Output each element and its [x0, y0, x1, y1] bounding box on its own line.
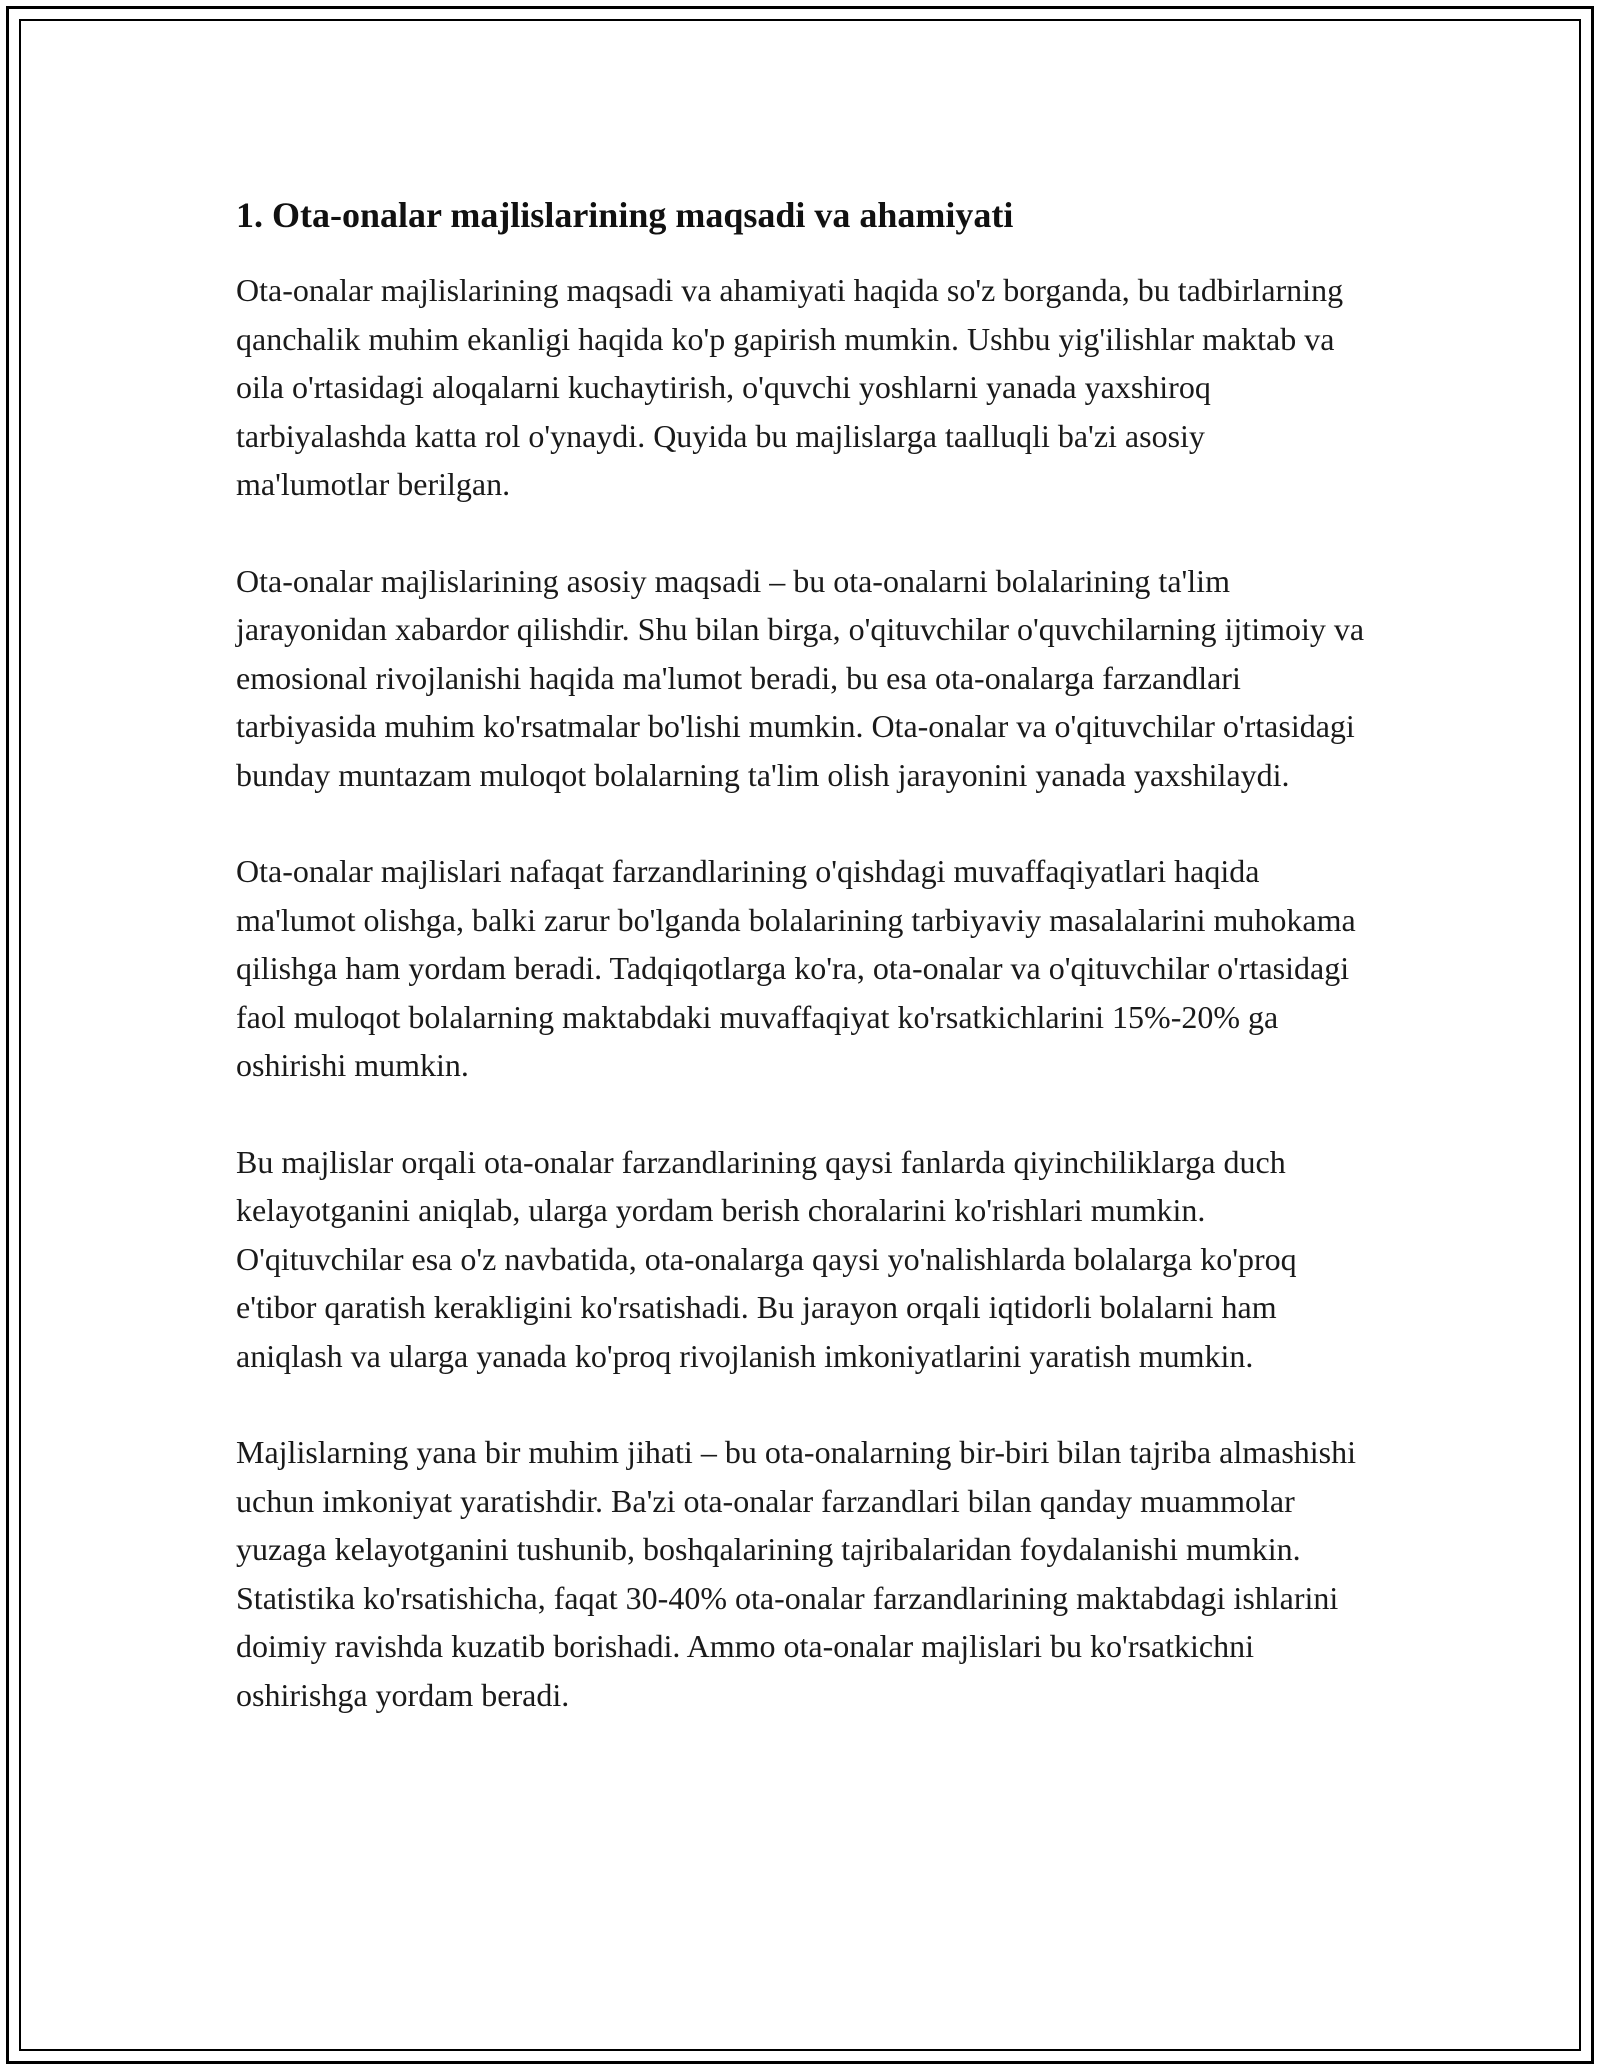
document-body — [236, 186, 1366, 1767]
paragraph-3: Ota-onalar majlislari nafaqat farzandlarining o'qishdagi muvaffaqiyatlari haqida ma'lumot olishga, balki zarur bo'lganda bolalarining tarbiyaviy masalalarini muhokama qilishga ham yordam beradi. Tadqiqotlarga ko'ra, ota-onalar va o'qituvchilar o'rtasidagi faol muloqot bolalarning maktabdaki muvaffaqiyat ko'rsatkichlarini 15%-20% ga oshirishi mumkin. — [236, 853, 1356, 1083]
paragraph-2: Ota-onalar majlislarining asosiy maqsadi – bu ota-onalarni bolalarining ta'lim jarayonidan xabardor qilishdir. Shu bilan birga, o'qituvchilar o'quvchilarning ijtimoiy va emosional rivojlanishi haqida ma'lumot beradi, bu esa ota-onalarga farzandlari tarbiyasida muhim ko'rsatmalar bo'lishi mumkin. Ota-onalar va o'qituvchilar o'rtasidagi bunday muntazam muloqot bolalarning ta'lim olish jarayonini yanada yaxshilaydi. — [236, 562, 1365, 793]
paragraph-4: Bu majlislar orqali ota-onalar farzandlarining qaysi fanlarda qiyinchiliklarga duch kelayotganini aniqlab, ularga yordam berish choralarini ko'rishlari mumkin. O'qituvchilar esa o'z navbatida, ota-onalarga qaysi yo'nalishlarda bolalarga ko'proq e'tibor qaratish kerakligini ko'rsatishadi. Bu jarayon orqali iqtidorli bolalarni ham aniqlash va ularga yanada ko'proq rivojlanish imkoniyatlarini yaratish mumkin. — [236, 1143, 1297, 1374]
section-heading: 1. Ota-onalar majlislarining maqsadi va ahamiyati — [236, 195, 1014, 235]
paragraph-5: Majlislarning yana bir muhim jihati – bu ota-onalarning bir-biri bilan tajriba almashishi uchun imkoniyat yaratishdir. Ba'zi ota-onalar farzandlari bilan qanday muammolar yuzaga kelayotganini tushunib, boshqalarining tajribalaridan foydalanishi mumkin. Statistika ko'rsatishicha, faqat 30-40% ota-onalar farzandlarining maktabdagi ishlarini doimiy ravishda kuzatib borishadi. Ammo ota-onalar majlislari bu ko'rsatkichni oshirishga yordam beradi. — [236, 1434, 1356, 1713]
paragraph-1: Ota-onalar majlislarining maqsadi va ahamiyati haqida so'z borganda, bu tadbirlarning qanchalik muhim ekanligi haqida ko'p gapirish mumkin. Ushbu yig'ilishlar maktab va oila o'rtasidagi aloqalarni kuchaytirish, o'quvchi yoshlarni yanada yaxshiroq tarbiyalashda katta rol o'ynaydi. Quyida bu majlislarga taalluqli ba'zi asosiy ma'lumotlar berilgan. — [236, 272, 1344, 502]
